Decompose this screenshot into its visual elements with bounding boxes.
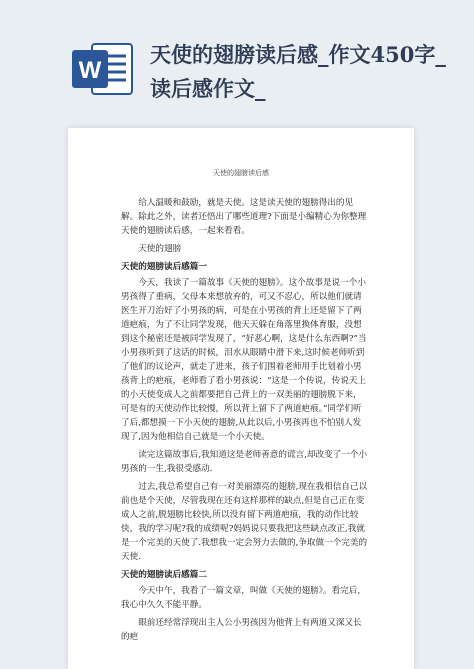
paragraph: 今天中午，我看了一篇文章，叫做《天使的翅膀》。看完后，我心中久久不能平静。 <box>121 586 366 610</box>
page-title: 天使的翅膀读后感_作文450字_读后感作文_ <box>150 42 446 101</box>
paragraph: 眼前还经常浮现出主人公小男孩因为他背上有两道又深又长的疤 <box>121 618 362 642</box>
paragraph: 给人温暖和鼓励，就是天使。这是读天使的翅膀得出的见解。除此之外，读者还悟出了哪些道理?下面是小编精心为你整理天使的翅膀读后感，一起来看看。 <box>121 198 367 236</box>
paragraph: 读完这篇故事后,我知道这是老师善意的谎言,却改变了一个小男孩的一生,我很受感动. <box>121 450 368 474</box>
header <box>0 0 474 110</box>
paragraph: 今天，我读了一篇故事《天使的翅膀》。这个故事是说一个小男孩得了重病，父母本来想放弃的，可又不忍心，所以他们就请医生开刀治好了小男孩的病，可是在小男孩的背上还是留下了两道疤痕，为了不让同学发现，他天天躲在角落里换体育服，没想到这个秘密还是被同学发现了，“好恶心啊，这是什么东西啊?”当小男孩听到了这话的时候，泪水从眼睛中滑下来,这时候老师听到了他们的议论声，就走了进来，孩子们围着老师用手比划着小男孩背上的疤痕，老师看了看小男孩说：“这是一个传说，传说天上的小天使变成人之前都要把自己背上的一双美丽的翅膀脱下来，可是有的天使动作比较慢，所以背上留下了两道疤痕。”同学们听了后,都想摸一下小天使的翅膀,从此以后,小男孩再也不怕别人发现了,因为他相信自己就是一个小天使。 <box>121 278 367 442</box>
paragraph: 天使的翅膀 <box>138 244 182 254</box>
word-letter: W <box>78 57 102 84</box>
section-heading: 天使的翅膀读后感篇二 <box>121 570 207 580</box>
document-heading: 天使的翅膀读后感 <box>213 169 269 177</box>
document-body <box>68 196 414 644</box>
section-heading: 天使的翅膀读后感篇一 <box>121 262 207 272</box>
paragraph: 过去,我总希望自己有一对美丽漂亮的翅膀,现在我相信自己以前也是个天使，尽管我现在还有这样那样的缺点,但是自己正在变成人之前,脱翅膀比较快,所以没有留下两道疤痕，我的动作比较快，我的学习呢?我的成绩呢?妈妈说只要我把这些缺点改正,我就是一个完美的天使了.我想我一定会努力去做的,争取做一个完美的天使. <box>121 482 368 562</box>
document-page <box>68 128 414 669</box>
word-doc-icon <box>70 40 134 98</box>
